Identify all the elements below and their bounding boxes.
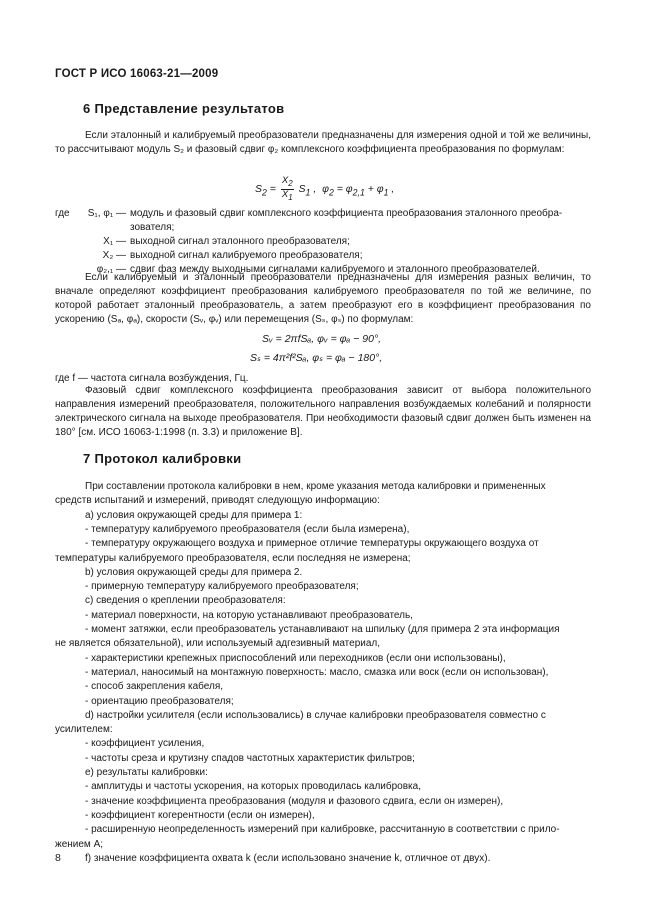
protocol-line: e) результаты калибровки: [85, 767, 208, 778]
protocol-line: - характеристики крепежных приспособлений или переходников (если они использованы), [85, 653, 506, 664]
protocol-line: усилителем: [55, 724, 113, 735]
def-text: сдвиг фаз между выходными сигналами калибруемого и эталонного преобразователей. [130, 264, 540, 275]
def-text: выходной сигнал калибруемого преобразователя; [130, 250, 363, 261]
document-header: ГОСТ Р ИСО 16063-21—2009 [55, 68, 219, 80]
protocol-line: температуры калибруемого преобразователя, если последняя не измерена; [55, 553, 411, 564]
protocol-line: d) настройки усилителя (если использовались) в случае калибровки преобразователя совместно с [85, 710, 546, 721]
protocol-line: - расширенную неопределенность измерений при калибровке, рассчитанную в соответствии с прило- [85, 824, 560, 835]
protocol-line: - частоты среза и крутизну спадов частотных характеристик фильтров; [85, 753, 415, 764]
def-text: выходной сигнал эталонного преобразователя; [130, 236, 350, 247]
section-6-paragraph-2: Если калибруемый и эталонный преобразователи предназначены для измерения разных величин, то вначале определяют коэффициент преобразования калибруемого преобразователя по той же величине, по которой работает эталонный преобразователь, а затем преобразуют его в коэффициент преобразования по ускорению (Sₐ, φₐ), скорости (Sᵥ, φᵥ) или перемещения (Sₛ, φₛ) по формулам: [55, 272, 591, 325]
page-number: 8 [55, 852, 61, 864]
protocol-line: - материал, наносимый на монтажную поверхность: масло, смазка или воск (если он использован), [85, 667, 549, 678]
protocol-line: - коэффициент когерентности (если он измерен), [85, 810, 315, 821]
def-text: модуль и фазовый сдвиг комплексного коэффициента преобразования эталонного преобра- [130, 208, 563, 219]
protocol-line: а) условия окружающей среды для примера 1: [85, 510, 303, 521]
formula-2: Sᵥ = 2πfSₐ, φᵥ = φₐ − 90°, [262, 333, 382, 345]
protocol-line: - момент затяжки, если преобразователь устанавливают на шпильку (для примера 2 эта информация [85, 624, 560, 635]
section-6-title: 6 Представление результатов [83, 101, 285, 116]
protocol-line: жением А; [55, 839, 104, 850]
formula-1: $S_2$ = $\frac{X_2}{X_1}$ $S_1$ , $\varphi_2 = \varphi_{2,1} + \varphi_1$ , [255, 175, 395, 202]
formula-3: Sₛ = 4π²f²Sₐ, φₛ = φₐ − 180°, [250, 352, 383, 364]
protocol-line: не является обязательной), или используемый адгезивный материал, [55, 638, 381, 649]
protocol-line: - способ закрепления кабеля, [85, 681, 224, 692]
protocol-line: b) условия окружающей среды для примера 2. [85, 567, 303, 578]
def-term: φ₂,₁ — [96, 264, 126, 275]
frequency-definition: где f — частота сигнала возбуждения, Гц. [55, 373, 249, 384]
protocol-line: c) сведения о креплении преобразователя: [85, 595, 286, 606]
protocol-line: - амплитуды и частоты ускорения, на которых проводилась калибровка, [85, 781, 421, 792]
protocol-line: f) значение коэффициента охвата k (если использовано значение k, отличное от двух). [85, 853, 491, 864]
section-6-paragraph-1: Если эталонный и калибруемый преобразователи предназначены для измерения одной и той же величины, то рассчитывают модуль S₂ и фазовый сдвиг φ₂ комплексного коэффициента преобразования по формулам: [55, 130, 591, 155]
section-7-title: 7 Протокол калибровки [83, 451, 242, 466]
def-term: X₂ — [102, 250, 126, 261]
section-6-paragraph-3: Фазовый сдвиг комплексного коэффициента преобразования зависит от выбора положительного направления измерений преобразователя, положительного направления возбуждаемых колебаний и полярности электрического сигнала на выходе преобразователя. При необходимости фазовый сдвиг должен быть изменен на 180° [см. ИСО 16063-1:1998 (п. 3.3) и приложение В]. [55, 385, 591, 438]
protocol-line: - значение коэффициента преобразования (модуля и фазового сдвига, если он измерен), [85, 796, 504, 807]
def-text: зователя; [130, 222, 175, 233]
protocol-line: - примерную температуру калибруемого преобразователя; [85, 581, 359, 592]
protocol-line: - температуру окружающего воздуха и примерное отличие температуры окружающего воздуха от [85, 538, 539, 549]
where-intro: где [55, 208, 70, 219]
protocol-line: - температуру калибруемого преобразователя (если была измерена), [85, 524, 410, 535]
def-term: S₁, φ₁ — [87, 208, 126, 219]
protocol-line: При составлении протокола калибровки в нем, кроме указания метода калибровки и примененных [85, 481, 546, 492]
protocol-line: - ориентацию преобразователя; [85, 696, 234, 707]
protocol-line: - коэффициент усиления, [85, 738, 205, 749]
def-term: X₁ — [103, 236, 126, 247]
protocol-line: - материал поверхности, на которую устанавливают преобразователь, [85, 610, 413, 621]
protocol-line: средств испытаний и измерений, приводят следующую информацию: [55, 495, 380, 506]
